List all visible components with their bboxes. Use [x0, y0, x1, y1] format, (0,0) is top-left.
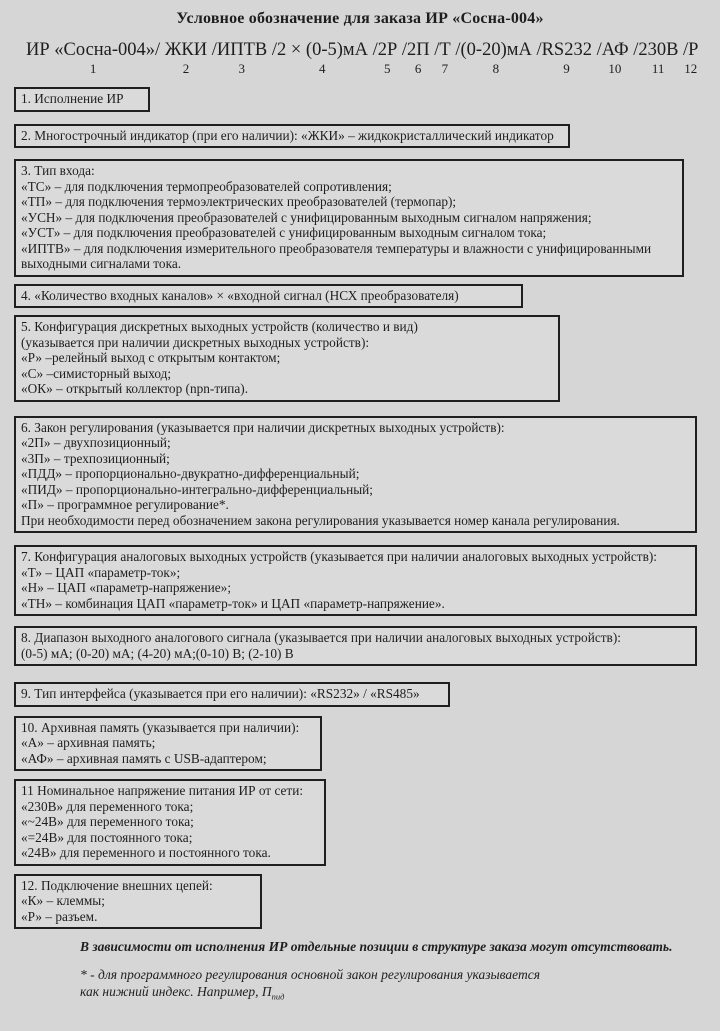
box-line: «230В» для переменного тока; — [21, 798, 194, 814]
code-segment-text: /Т — [434, 40, 456, 60]
box-line: 3. Тип входа: — [21, 163, 95, 178]
order-position-box-6 — [14, 416, 697, 534]
order-position-box-7 — [14, 545, 697, 616]
order-code-line — [26, 40, 720, 75]
box-line: «С» –симисторный выход; — [21, 365, 172, 381]
code-position-number: 11 — [651, 61, 665, 76]
order-position-box-3 — [14, 159, 684, 277]
box-line: «Р» –релейный выход с открытым контактом; — [21, 350, 281, 365]
box-line: (0-5) мА; (0-20) мА; (4-20) мА;(0-10) В; (2-10) В — [21, 645, 294, 661]
box-line: «Н» – ЦАП «параметр-напряжение»; — [21, 580, 232, 595]
code-position-number: 8 — [492, 61, 500, 76]
code-position-number: 3 — [238, 61, 246, 76]
note-positions-may-be-absent: В зависимости от исполнения ИР отдельные позиции в структуре заказа могут отсутствовать. — [80, 939, 673, 954]
code-segment-7 — [434, 40, 455, 75]
code-segment-10 — [597, 40, 634, 75]
box-line: «АФ» – архивная память с USB-адаптером; — [21, 750, 267, 766]
code-segment-text: /RS232 — [536, 40, 597, 60]
box-line: «ТН» – комбинация ЦАП «параметр-ток» и ЦАП «параметр-напряжение». — [21, 595, 445, 611]
box-line: «Т» – ЦАП «параметр-ток»; — [21, 564, 181, 580]
box-line: При необходимости перед обозначением закона регулирования указывается номер канала регулирования. — [21, 512, 620, 528]
code-segment-text: ЖКИ — [160, 40, 212, 60]
box-line: «А» – архивная память; — [21, 735, 156, 750]
box-line: 4. «Количество входных каналов» × «входной сигнал (НСХ преобразователя) — [21, 287, 459, 303]
code-position-number: 9 — [563, 61, 570, 76]
order-position-box-12 — [14, 874, 262, 930]
code-segment-8 — [455, 40, 536, 75]
box-line: «ПДД» – пропорционально-двукратно-дифференциальный; — [21, 466, 360, 481]
code-segment-text: /Р — [683, 40, 699, 60]
code-segment-text: /2Р — [372, 40, 402, 60]
box-line: 10. Архивная память (указывается при наличии): — [21, 719, 300, 735]
order-position-box-2 — [14, 124, 570, 149]
box-line: 8. Диапазон выходного аналогового сигнала (указывается при наличии аналоговых выходных устройств): — [21, 630, 621, 645]
box-line: «П» – программное регулирование*. — [21, 497, 229, 512]
box-line: «ТС» – для подключения термопреобразователей сопротивления; — [21, 178, 392, 194]
code-segment-2 — [160, 40, 212, 75]
code-position-number: 4 — [318, 61, 326, 76]
box-line: «УСН» – для подключения преобразователей с унифицированным выходным сигналом напряжения; — [21, 209, 592, 225]
code-segment-text: /(0-20)мА — [455, 40, 537, 60]
box-line: «~24В» для переменного тока; — [21, 814, 194, 829]
code-segment-12 — [683, 40, 698, 75]
box-line: «24В» для переменного и постоянного тока. — [21, 845, 271, 860]
box-line: «К» – клеммы; — [21, 893, 105, 908]
order-position-box-1 — [14, 87, 150, 112]
code-position-number: 12 — [684, 61, 698, 76]
box-line: 6. Закон регулирования (указывается при наличии дискретных выходных устройств): — [21, 419, 505, 435]
footnote-program-regulation — [80, 967, 720, 1005]
code-segment-1 — [26, 40, 160, 75]
box-line: 1. Исполнение ИР — [21, 91, 124, 106]
code-position-number: 7 — [441, 61, 449, 76]
code-position-number: 6 — [414, 61, 422, 76]
code-segment-3 — [212, 40, 272, 75]
code-segment-9 — [536, 40, 596, 75]
box-line: «3П» – трехпозиционный; — [21, 450, 170, 466]
box-line: 7. Конфигурация аналоговых выходных устройств (указывается при наличии аналоговых выходных устройств): — [21, 549, 657, 564]
code-segment-text: /230В — [633, 40, 684, 60]
position-boxes — [14, 87, 720, 1005]
code-position-number: 2 — [182, 61, 190, 76]
box-line: 5. Конфигурация дискретных выходных устройств (количество и вид) — [21, 319, 418, 334]
box-line: 2. Многострочный индикатор (при его наличии): «ЖКИ» – жидкокристаллический индикатор — [21, 127, 554, 143]
code-segment-text: /АФ — [596, 40, 634, 60]
code-position-number: 1 — [89, 61, 97, 76]
box-line: «ИПТВ» – для подключения измерительного преобразователя температуры и влажности с унифицированными выходными сигналами тока. — [21, 240, 652, 271]
code-segment-text: ИР «Сосна-004»/ — [26, 40, 161, 60]
box-line: (указывается при наличии дискретных выходных устройств): — [21, 334, 370, 350]
box-line: «=24В» для постоянного тока; — [21, 829, 193, 845]
order-position-box-9 — [14, 682, 450, 707]
code-segment-text: /2 × (0-5)мА — [271, 40, 373, 60]
order-position-box-11 — [14, 779, 326, 866]
footnote-line-2 — [80, 984, 720, 1005]
box-line: 11 Номинальное напряжение питания ИР от сети: — [21, 783, 304, 798]
box-line: 12. Подключение внешних цепей: — [21, 877, 213, 893]
box-line: «УСТ» – для подключения преобразователей с унифицированным выходным сигналом тока; — [21, 225, 547, 240]
page-title: Условное обозначение для заказа ИР «Сосна-004» — [176, 10, 544, 27]
order-position-box-4 — [14, 284, 523, 309]
box-line: «Р» – разъем. — [21, 908, 98, 924]
code-position-number: 10 — [608, 61, 622, 76]
footnote-subscript: пид — [271, 991, 285, 1002]
box-line: 9. Тип интерфейса (указывается при его наличии): «RS232» / «RS485» — [21, 686, 420, 701]
code-segment-6 — [402, 40, 434, 75]
code-segment-text: /ИПТВ — [211, 40, 272, 60]
footnote-line-1: * - для программного регулирования основной закон регулирования указывается — [80, 967, 540, 982]
code-segment-text: /2П — [401, 40, 435, 60]
box-line: «2П» – двухпозиционный; — [21, 435, 171, 450]
box-line: «ОК» – открытый коллектор (npn-типа). — [21, 381, 249, 396]
code-segment-5 — [373, 40, 402, 75]
code-position-number: 5 — [384, 61, 391, 76]
footnote-line-2-text: как нижний индекс. Например, П — [80, 983, 272, 999]
code-segment-11 — [633, 40, 683, 75]
code-segment-4 — [272, 40, 373, 75]
box-line: «ТП» – для подключения термоэлектрических преобразователей (термопар); — [21, 194, 457, 209]
box-line: «ПИД» – пропорционально-интегрально-дифференциальный; — [21, 481, 373, 497]
order-position-box-10 — [14, 716, 322, 772]
order-position-box-8 — [14, 626, 697, 666]
order-position-box-5 — [14, 315, 560, 402]
